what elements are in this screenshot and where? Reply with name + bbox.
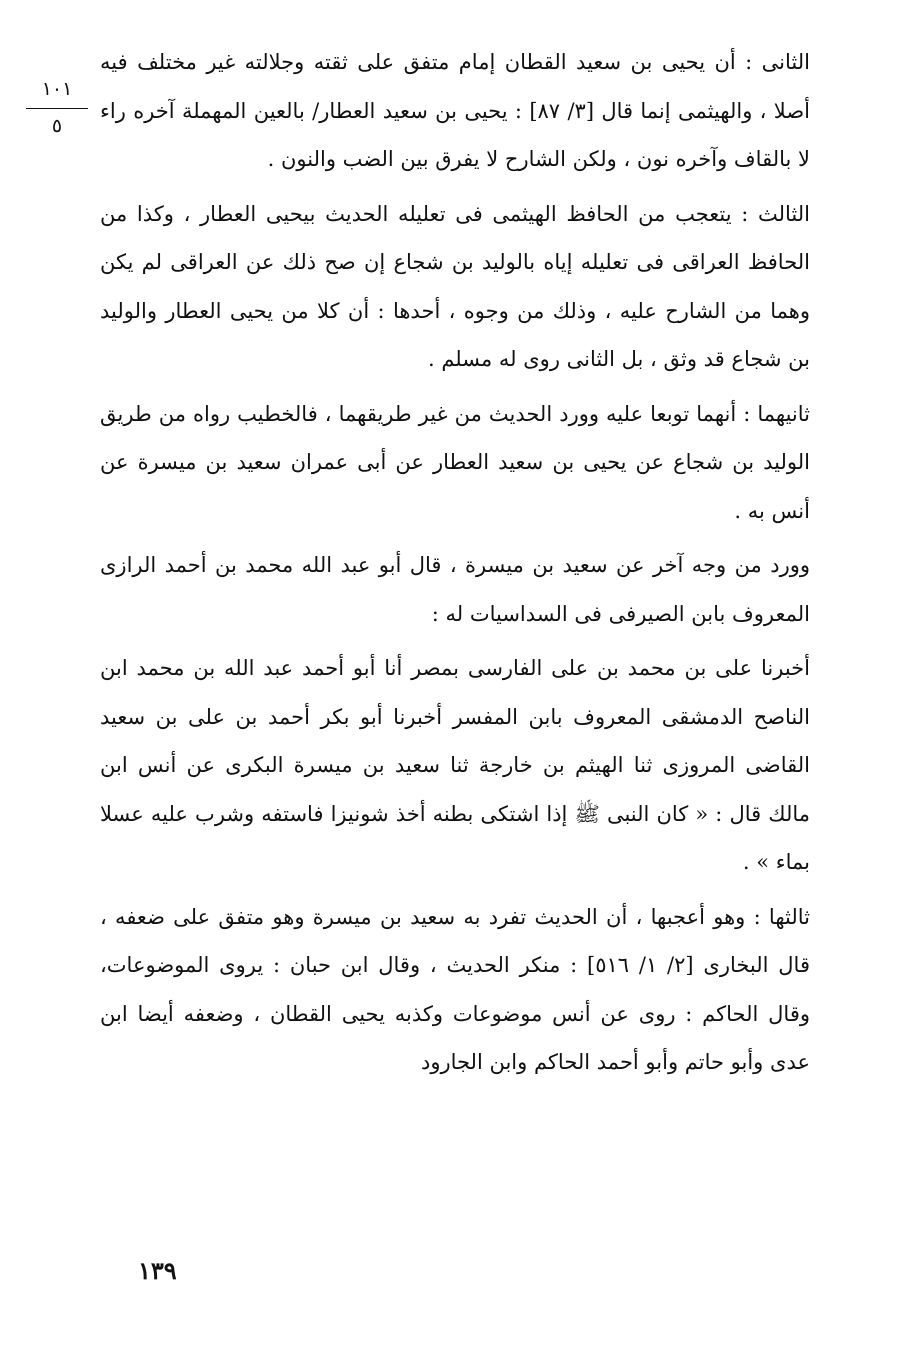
paragraph-third-point: الثالث : يتعجب من الحافظ الهيثمى فى تعليله الحديث بيحيى العطار ، وكذا من الحافظ العراقى فى تعليله إياه بالوليد بن شجاع إن صح ذلك عن العراقى لم يكن وهما من الشارح عليه ، وذلك من وجوه ، أحدها : أن كلا من يحيى العطار والوليد بن شجاع قد وثق ، بل الثانى روى له مسلم .	[100, 201, 810, 371]
paragraph-third-aspect: ثالثها : وهو أعجبها ، أن الحديث تفرد به سعيد بن ميسرة وهو متفق على ضعفه ، قال البخارى [٢/ ١/ ٥١٦] : منكر الحديث ، وقال ابن حبان : يروى الموضوعات، وقال الحاكم : روى عن أنس موضوعات وكذبه يحيى القطان ، وضعفه أيضا ابن عدى وأبو حاتم وأبو أحمد الحاكم وابن الجارود	[100, 904, 810, 1074]
paragraph-second-point: الثانى : أن يحيى بن سعيد القطان إمام متفق على ثقته وجلالته غير مختلف فيه أصلا ، والهيثمى إنما قال [٣/ ٨٧] : يحيى بن سعيد العطار/ بالعين المهملة آخره راء لا بالقاف وآخره نون ، ولكن الشارح لا يفرق بين الضب والنون .	[100, 50, 811, 171]
body-text	[100, 38, 810, 1087]
margin-reference-page: ٥	[51, 115, 63, 137]
paragraph-other-route: وورد من وجه آخر عن سعيد بن ميسرة ، قال أبو عبد الله محمد بن أحمد الرازى المعروف بابن الصيرفى فى السداسيات له :	[100, 553, 810, 626]
paragraph-second-aspect: ثانيهما : أنهما توبعا عليه وورد الحديث من غير طريقهما ، فالخطيب رواه من طريق الوليد بن شجاع عن يحيى بن سعيد العطار عن أبى عمران سعيد بن ميسرة عن أنس به .	[100, 401, 810, 523]
margin-reference-divider	[26, 108, 88, 109]
paragraph-isnad-hadith: أخبرنا على بن محمد بن على الفارسى بمصر أنا أبو أحمد عبد الله بن محمد ابن الناصح الدمشقى المعروف بابن المفسر أخبرنا أبو بكر أحمد بن على بن سعيد القاضى المروزى ثنا الهيثم بن خارجة ثنا سعيد بن ميسرة البكرى عن أنس ابن مالك قال : « كان النبى ﷺ إذا اشتكى بطنه أخذ شونيزا فاستفه وشرب عليه عسلا بماء » .	[100, 656, 810, 874]
margin-reference	[26, 78, 88, 137]
page-number: ١٣٩	[138, 1256, 177, 1285]
margin-reference-volume: ١٠١	[41, 78, 73, 100]
